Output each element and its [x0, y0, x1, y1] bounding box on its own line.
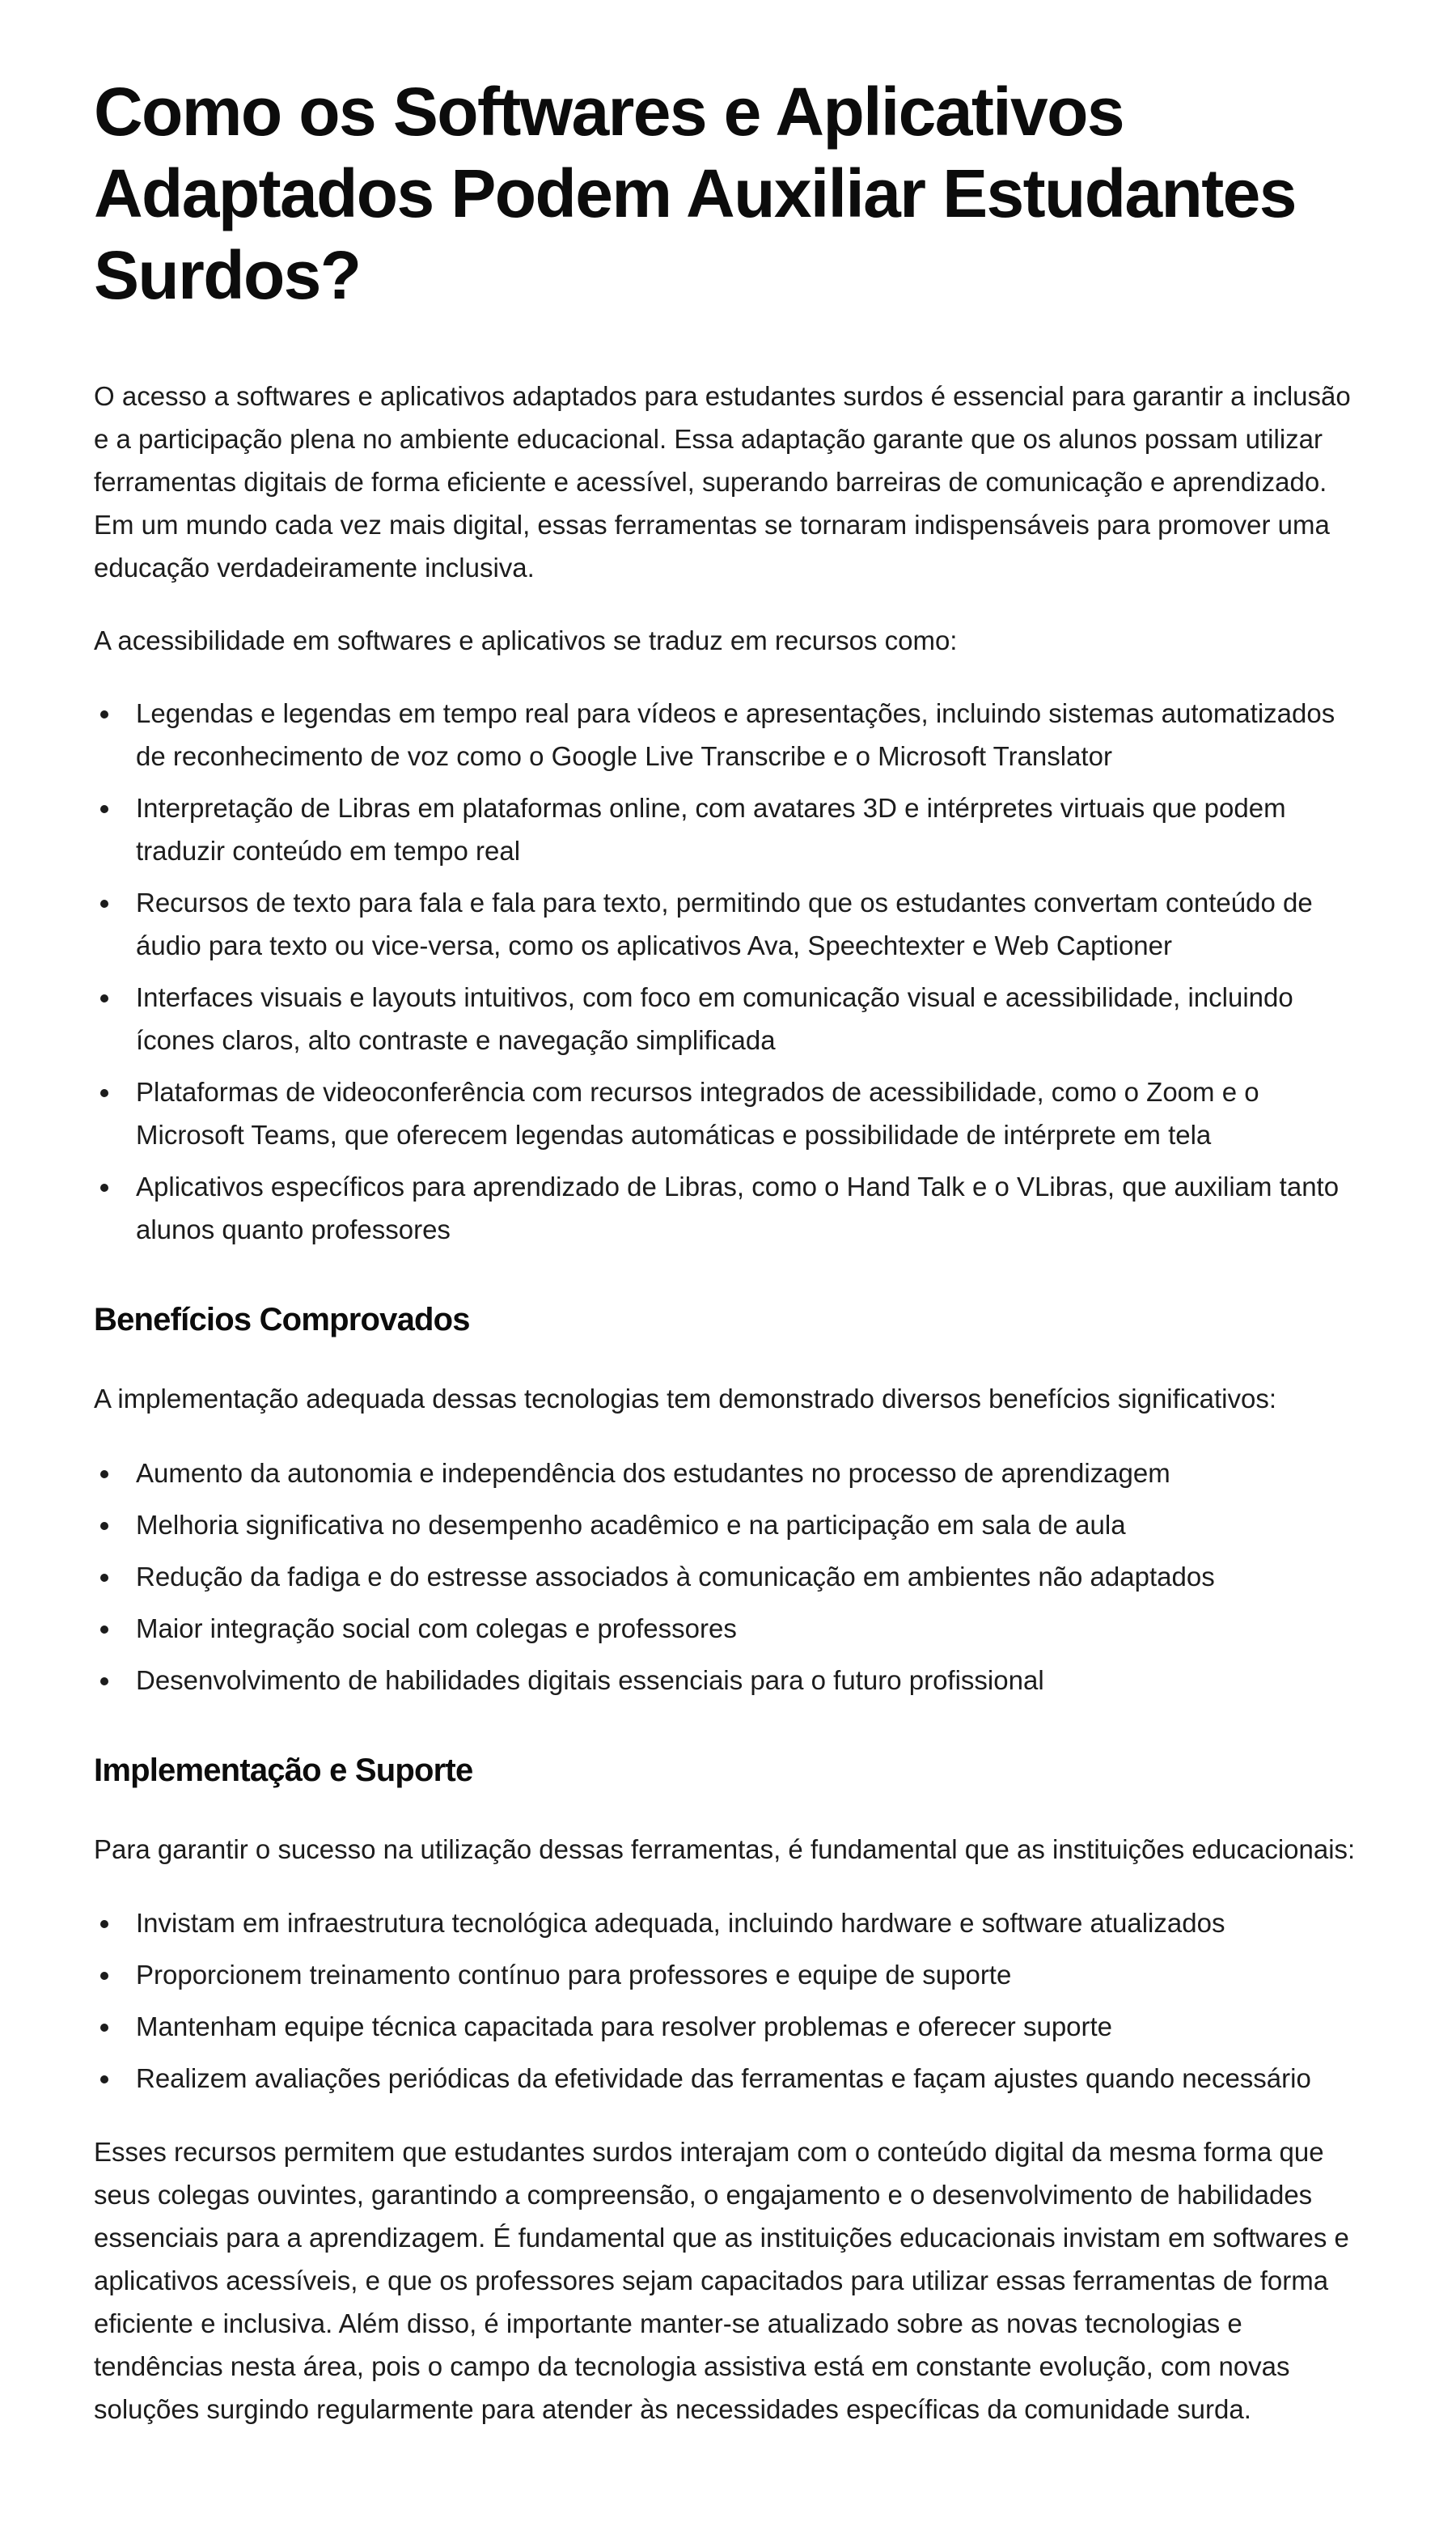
support-list [94, 1901, 1362, 2100]
list-item: Legendas e legendas em tempo real para vídeos e apresentações, incluindo sistemas automatizados de reconhecimento de voz como o Google Live Transcribe e o Microsoft Translator [94, 692, 1362, 778]
list-item: Plataformas de videoconferência com recursos integrados de acessibilidade, como o Zoom e o Microsoft Teams, que oferecem legendas automáticas e possibilidade de intérprete em tela [94, 1070, 1362, 1156]
features-list [94, 692, 1362, 1251]
list-item: Realizem avaliações periódicas da efetividade das ferramentas e façam ajustes quando necessário [94, 2057, 1362, 2100]
list-item: Desenvolvimento de habilidades digitais essenciais para o futuro profissional [94, 1659, 1362, 1702]
list-item: Aumento da autonomia e independência dos estudantes no processo de aprendizagem [94, 1452, 1362, 1494]
list-item: Proporcionem treinamento contínuo para professores e equipe de suporte [94, 1953, 1362, 1996]
closing-paragraph: Esses recursos permitem que estudantes surdos interajam com o conteúdo digital da mesma forma que seus colegas ouvintes, garantindo a compreensão, o engajamento e o desenvolvimento de habilidades essenciais para a aprendizagem. É fundamental que as instituições educacionais invistam em softwares e aplicativos acessíveis, e que os professores sejam capacitados para utilizar essas ferramentas de forma eficiente e inclusiva. Além disso, é importante manter-se atualizado sobre as novas tecnologias e tendências nesta área, pois o campo da tecnologia assistiva está em constante evolução, com novas soluções surgindo regularmente para atender às necessidades específicas da comunidade surda. [94, 2137, 1349, 2424]
list-item: Maior integração social com colegas e professores [94, 1607, 1362, 1650]
list-item: Mantenham equipe técnica capacitada para resolver problemas e oferecer suporte [94, 2005, 1362, 2048]
list-item: Interfaces visuais e layouts intuitivos, com foco em comunicação visual e acessibilidade, incluindo ícones claros, alto contraste e navegação simplificada [94, 976, 1362, 1062]
list-item: Redução da fadiga e do estresse associados à comunicação em ambientes não adaptados [94, 1555, 1362, 1598]
list-item: Interpretação de Libras em plataformas online, com avatares 3D e intérpretes virtuais que podem traduzir conteúdo em tempo real [94, 786, 1362, 872]
list-item: Aplicativos específicos para aprendizado de Libras, como o Hand Talk e o VLibras, que auxiliam tanto alunos quanto professores [94, 1165, 1362, 1251]
benefits-paragraph: A implementação adequada dessas tecnologias tem demonstrado diversos benefícios significativos: [94, 1384, 1277, 1414]
features-lead-paragraph: A acessibilidade em softwares e aplicativos se traduz em recursos como: [94, 625, 958, 655]
support-paragraph: Para garantir o sucesso na utilização dessas ferramentas, é fundamental que as instituições educacionais: [94, 1834, 1356, 1864]
list-item: Invistam em infraestrutura tecnológica adequada, incluindo hardware e software atualizados [94, 1901, 1362, 1944]
list-item: Recursos de texto para fala e fala para texto, permitindo que os estudantes convertam conteúdo de áudio para texto ou vice-versa, como os aplicativos Ava, Speechtexter e Web Captioner [94, 881, 1362, 967]
page-title: Como os Softwares e Aplicativos Adaptados Podem Auxiliar Estudantes Surdos? [94, 74, 1296, 313]
benefits-list [94, 1452, 1362, 1702]
list-item: Melhoria significativa no desempenho acadêmico e na participação em sala de aula [94, 1503, 1362, 1546]
support-heading: Implementação e Suporte [94, 1753, 473, 1788]
benefits-heading: Benefícios Comprovados [94, 1302, 470, 1337]
article [94, 0, 1362, 2431]
intro-paragraph: O acesso a softwares e aplicativos adaptados para estudantes surdos é essencial para garantir a inclusão e a participação plena no ambiente educacional. Essa adaptação garante que os alunos possam utilizar ferramentas digitais de forma eficiente e acessível, superando barreiras de comunicação e aprendizado. Em um mundo cada vez mais digital, essas ferramentas se tornaram indispensáveis para promover uma educação verdadeiramente inclusiva. [94, 381, 1351, 583]
